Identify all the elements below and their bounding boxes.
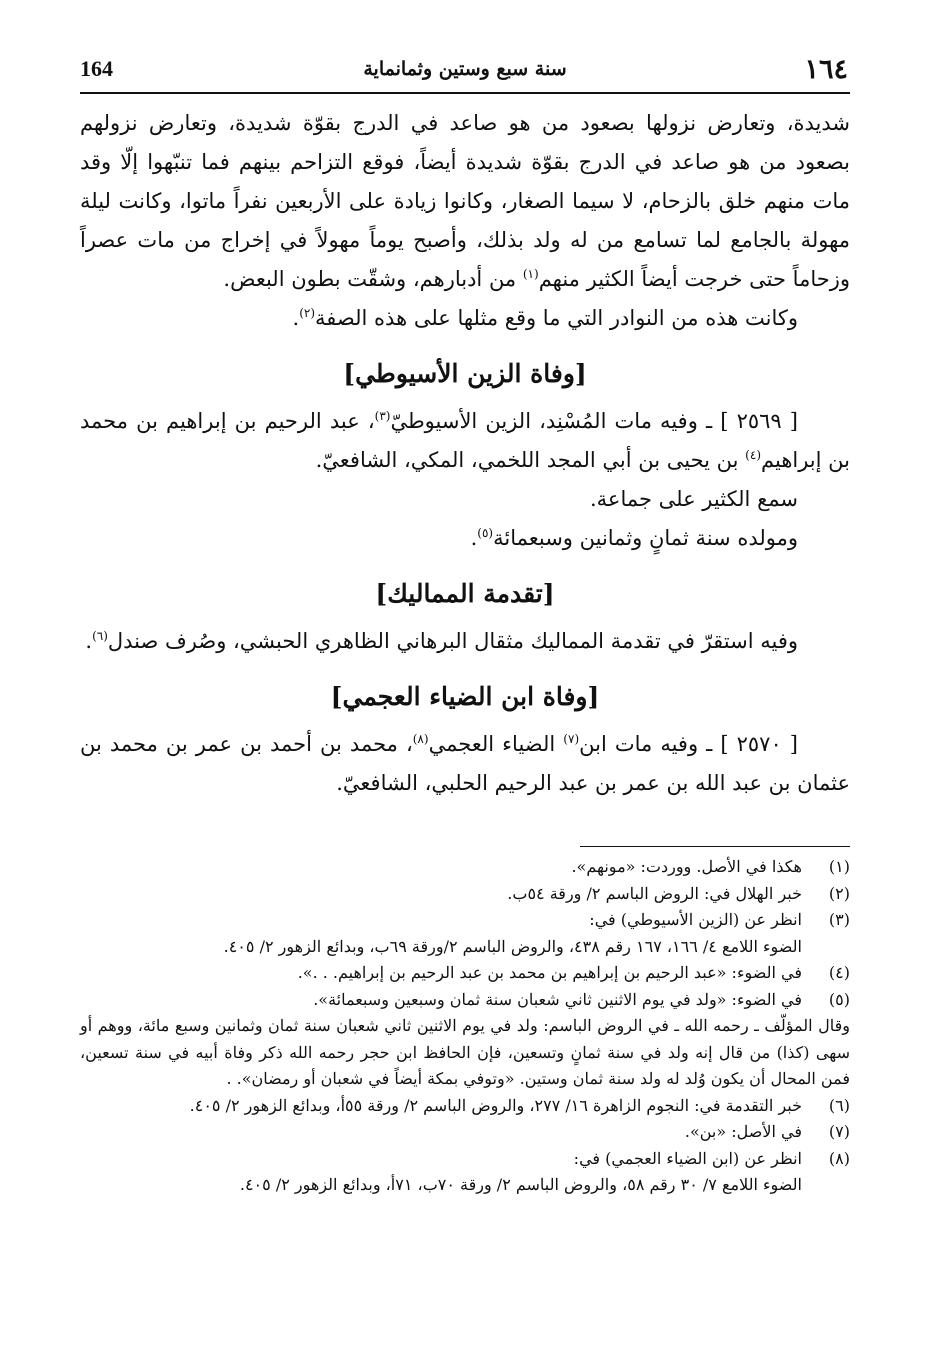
footnote-2: (٢) خبر الهلال في: الروض الباسم ٢/ ورقة ٥٤ب.: [507, 883, 850, 903]
entry-number: [ ٢٥٦٩ ]: [720, 409, 799, 433]
footnote-1: (١) هكذا في الأصل. ووردت: «مونهم».: [571, 857, 850, 876]
footnote-ref-7: (٧): [563, 732, 580, 746]
footnote-ref-1: (١): [522, 267, 539, 281]
main-text: [80, 104, 850, 803]
footnote-ref-5: (٥): [477, 526, 494, 540]
footnote-ref-2: (٢): [299, 306, 316, 320]
page-number-latin: 164: [80, 56, 113, 81]
entry-2569: [ ٢٥٦٩ ] ـ وفيه مات المُسْنِد، الزين الأسيوطيّ$^{(٣)}$، عبد الرحيم بن إبراهيم بن محمد بن إبراهيم$^{(٤)}$ بن يحيى بن أبي المجد اللخمي، المكي، الشافعيّ.: [80, 409, 850, 472]
footnotes: [80, 854, 850, 1199]
paragraph-3: وفيه استقرّ في تقدمة المماليك مثقال البرهاني الظاهري الحبشي، وصُرف صندل$^{(٦)}$.: [85, 629, 798, 653]
footnote-3-continuation: الضوء اللامع ٤/ ١٦٦، ١٦٧ رقم ٤٣٨، والروض الباسم ٢/ورقة ٦٩ب، وبدائع الزهور ٢/ ٤٠٥.: [223, 936, 802, 956]
section-heading-1: [وفاة الزين الأسيوطي]: [343, 359, 587, 388]
running-title: سنة سبع وستين وثمانماية: [363, 58, 567, 80]
footnote-ref-8: (٨): [412, 732, 429, 746]
footnote-5: (٥) في الضوء: «ولد في يوم الاثنين ثاني شعبان سنة ثمان وسبعين وسبعمائة».: [313, 989, 850, 1009]
footnote-7: (٧) في الأصل: «بن».: [684, 1122, 850, 1141]
section-heading-3: [وفاة ابن الضياء العجمي]: [330, 682, 600, 711]
paragraph-1: شديدة، وتعارض نزولها بصعود من هو صاعد في الدرج بقوّة شديدة، وتعارض نزولهم بصعود من هو صاعد في الدرج بقوّة شديدة أيضاً، فوقع التزاحم بينهم فما تنبّهوا إلّا وقد مات منهم خلق بالزحام، لا سيما الصغار، وكانوا زيادة على الأربعين نفراً ماتوا، وكانت ليلة مهولة بالجامع لما تسامع من له ولد بذلك، وأصبح يوماً مهولاً في إخراج من مات عصراً وزحاماً حتى خرجت أيضاً الكثير منهم$^{(١)}$ من أدبارهم، وشقّت بطون البعض.: [80, 111, 850, 291]
footnote-ref-3: (٣): [374, 409, 391, 423]
entry-2570: [ ٢٥٧٠ ] ـ وفيه مات ابن$^{(٧)}$ الضياء العجمي$^{(٨)}$، محمد بن أحمد بن عمر بن محمد بن عثمان بن عبد الله بن عمر بن عبد الرحيم الحلبي، الشافعيّ.: [80, 732, 850, 795]
footnote-3: (٣) انظر عن (الزين الأسيوطي) في: الضوء اللامع ٤/ ١٦٦، ١٦٧ رقم ٤٣٨، والروض الباسم ٢/ورقة ٦٩ب، وبدائع الزهور ٢/ ٤٠٥.: [80, 907, 850, 960]
footnote-separator: [580, 846, 850, 847]
page-number-arabic: ١٦٤: [804, 54, 848, 85]
footnote-ref-4: (٤): [745, 448, 761, 462]
footnote-5-continuation: وقال المؤلّف ـ رحمه الله ـ في الروض الباسم: ولد في يوم الاثنين ثاني شعبان سنة ثمان وثمانين وسبع مائة، ووهم أو سهى (كذا) من قال إنه ولد في سنة ثمانٍ وتسعين، فإن الحافظ ابن حجر رحمه الله ذكر وفاة أبيه في سنة تسعين، فمن المحال أن يكون وُلد له ولد سنة ثمان وستين. «وتوفي بمكة أيضاً في شعبان أو رمضان». .: [80, 1016, 851, 1088]
footnote-8: (٨) انظر عن (ابن الضياء العجمي) في: الضوء اللامع ٧/ ٣٠ رقم ٥٨، والروض الباسم ٢/ ورقة ٧٠ب، ٧١أ، وبدائع الزهور ٢/ ٤٠٥.: [80, 1146, 850, 1199]
entry-2569-line-3: ومولده سنة ثمانٍ وثمانين وسبعمائة$^{(٥)}$.: [470, 526, 798, 550]
footnote-8-continuation: الضوء اللامع ٧/ ٣٠ رقم ٥٨، والروض الباسم ٢/ ورقة ٧٠ب، ٧١أ، وبدائع الزهور ٢/ ٤٠٥.: [239, 1175, 802, 1194]
entry-number: [ ٢٥٧٠ ]: [720, 732, 798, 756]
footnote-4: (٤) في الضوء: «عبد الرحيم بن إبراهيم بن محمد بن عبد الرحيم بن إبراهيم. . .».: [297, 963, 850, 982]
footnote-ref-6: (٦): [92, 629, 108, 643]
footnote-6: (٦) خبر التقدمة في: النجوم الزاهرة ١٦/ ٢٧٧، والروض الباسم ٢/ ورقة ٥٥أ، وبدائع الزهور ٢/ ٤٠٥.: [189, 1095, 850, 1115]
header-rule: [80, 92, 850, 94]
page-header: [80, 52, 850, 92]
section-heading-2: [تقدمة المماليك]: [375, 579, 555, 608]
paragraph-2: وكانت هذه من النوادر التي ما وقع مثلها على هذه الصفة$^{(٢)}$.: [292, 306, 798, 330]
entry-2569-line-2: سمع الكثير على جماعة.: [589, 487, 798, 511]
